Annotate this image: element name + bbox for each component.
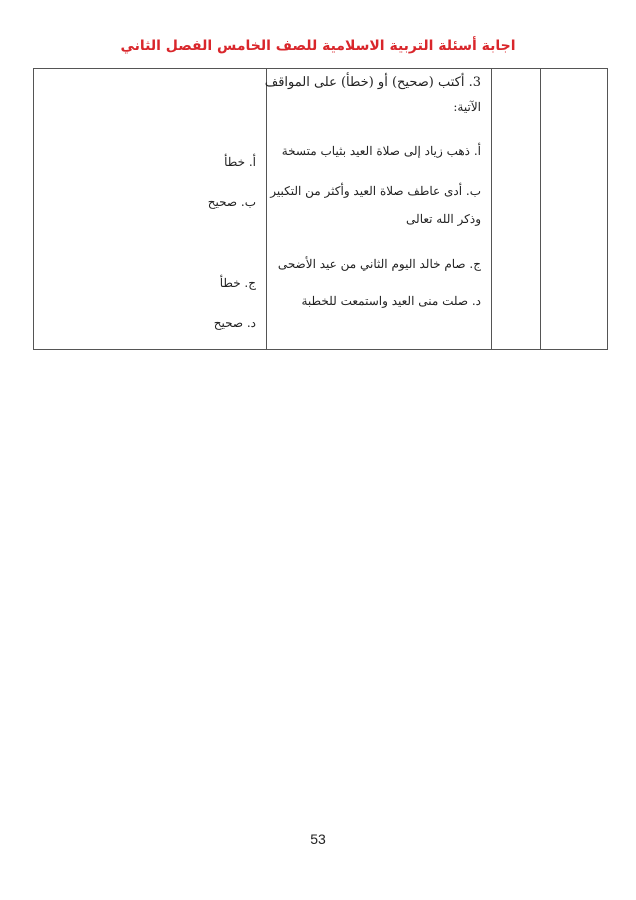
answer-b: ب. صحيح [207,195,256,209]
question-item-c: ج. صام خالد اليوم الثاني من عيد الأضحى [277,257,481,271]
question-cell [264,69,492,350]
question-heading: 3. أكتب (صحيح) أو (خطأ) على المواقف [264,75,481,90]
question-item-b-continued: وذكر الله تعالى [406,212,481,226]
empty-cell-middle [492,69,541,350]
page-title: اجابة أسئلة التربية الاسلامية للصف الخامس الفصل الثاني [120,38,516,54]
empty-cell-right [541,69,608,350]
answer-c: ج. خطأ [219,276,256,290]
question-item-b: ب. أدى عاطف صلاة العيد وأكثر من التكبير [270,184,481,198]
answer-a: أ. خطأ [224,155,256,169]
question-item-a: أ. ذهب زياد إلى صلاة العيد بثياب متسخة [281,144,481,158]
question-item-d: د. صلت منى العيد واستمعت للخطبة [301,294,481,308]
table-row [34,69,608,350]
answer-d: د. صحيح [213,316,256,330]
answers-cell [34,69,267,350]
answer-table [33,68,608,350]
page-number: 53 [310,831,326,847]
question-heading-continued: الآتية: [453,100,481,114]
